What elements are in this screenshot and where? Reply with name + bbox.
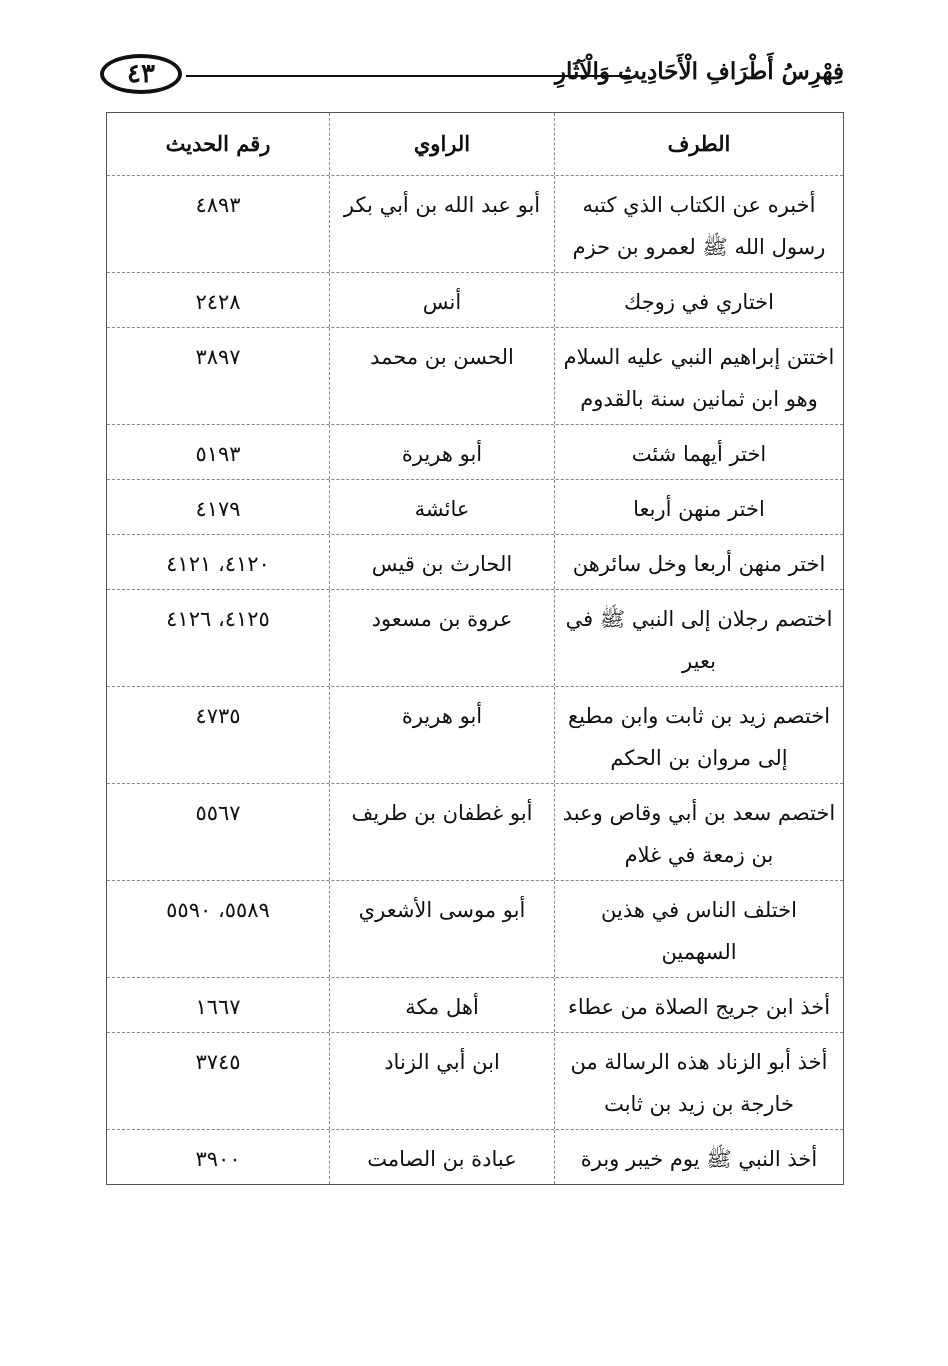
taraf-cell: أخذ أبو الزناد هذه الرسالة من خارجة بن زيد بن ثابت: [570, 1050, 828, 1116]
page-header: [100, 50, 844, 104]
rawi-cell: أبو عبد الله بن أبي بكر: [330, 176, 555, 272]
page-number: ٤٣: [100, 54, 182, 94]
table-row: [107, 784, 843, 881]
rawi-cell: عروة بن مسعود: [330, 590, 555, 686]
hadith-number-cell: ٣٧٤٥: [107, 1033, 330, 1129]
rawi-cell: ابن أبي الزناد: [330, 1033, 555, 1129]
taraf-cell: اختصم سعد بن أبي وقاص وعبد بن زمعة في غلام: [562, 801, 836, 867]
taraf-cell: اختاري في زوجك: [624, 290, 774, 314]
taraf-cell: اختصم زيد بن ثابت وابن مطيع إلى مروان بن الحكم: [567, 704, 831, 770]
rawi-cell: الحسن بن محمد: [330, 328, 555, 424]
hadith-index-table: [106, 112, 844, 1185]
taraf-cell: أخذ النبي ﷺ يوم خيبر وبرة: [580, 1147, 818, 1171]
rawi-cell: الحارث بن قيس: [330, 535, 555, 589]
taraf-cell: اختر أيهما شئت: [631, 442, 767, 466]
hadith-number-cell: ٤١٧٩: [107, 480, 330, 534]
hadith-number-cell: ٢٤٢٨: [107, 273, 330, 327]
table-header-row: [107, 113, 843, 176]
taraf-cell: اختلف الناس في هذين السهمين: [601, 898, 797, 964]
table-row: [107, 176, 843, 273]
table-row: [107, 1130, 843, 1184]
rawi-cell: أهل مكة: [330, 978, 555, 1032]
rawi-cell: أبو غطفان بن طريف: [330, 784, 555, 880]
table-row: [107, 425, 843, 480]
hadith-number-cell: ٤١٢٥، ٤١٢٦: [107, 590, 330, 686]
table-row: [107, 1033, 843, 1130]
rawi-cell: أبو هريرة: [330, 425, 555, 479]
table-row: [107, 687, 843, 784]
rawi-cell: عبادة بن الصامت: [330, 1130, 555, 1184]
hadith-number-cell: ٤٨٩٣: [107, 176, 330, 272]
taraf-cell: اختتن إبراهيم النبي عليه السلام وهو ابن ثمانين سنة بالقدوم: [563, 345, 835, 411]
rawi-cell: أبو موسى الأشعري: [330, 881, 555, 977]
hadith-number-cell: ٥٥٦٧: [107, 784, 330, 880]
hadith-number-cell: ٥١٩٣: [107, 425, 330, 479]
table-row: [107, 590, 843, 687]
table-row: [107, 480, 843, 535]
table-row: [107, 978, 843, 1033]
table-row: [107, 273, 843, 328]
taraf-cell: اختر منهن أربعا وخل سائرهن: [572, 552, 826, 576]
hadith-number-cell: ٣٨٩٧: [107, 328, 330, 424]
hadith-number-cell: ١٦٦٧: [107, 978, 330, 1032]
page-title: فِهْرِسُ أَطْرَافِ الْأَحَادِيثِ وَالْآثَارِ: [554, 58, 844, 85]
taraf-cell: أخذ ابن جريج الصلاة من عطاء: [567, 995, 831, 1019]
table-row: [107, 881, 843, 978]
rawi-cell: عائشة: [330, 480, 555, 534]
table-row: [107, 328, 843, 425]
column-header-rawi: الراوي: [330, 113, 555, 175]
taraf-cell: اختصم رجلان إلى النبي ﷺ في بعير: [565, 607, 833, 673]
rawi-cell: أبو هريرة: [330, 687, 555, 783]
hadith-number-cell: ٤١٢٠، ٤١٢١: [107, 535, 330, 589]
column-header-taraf: الطرف: [667, 131, 731, 156]
column-header-number: رقم الحديث: [107, 113, 330, 175]
hadith-number-cell: ٤٧٣٥: [107, 687, 330, 783]
rawi-cell: أنس: [330, 273, 555, 327]
taraf-cell: أخبره عن الكتاب الذي كتبه رسول الله ﷺ لعمرو بن حزم: [572, 193, 826, 259]
hadith-number-cell: ٣٩٠٠: [107, 1130, 330, 1184]
table-row: [107, 535, 843, 590]
hadith-number-cell: ٥٥٨٩، ٥٥٩٠: [107, 881, 330, 977]
taraf-cell: اختر منهن أربعا: [633, 497, 765, 521]
